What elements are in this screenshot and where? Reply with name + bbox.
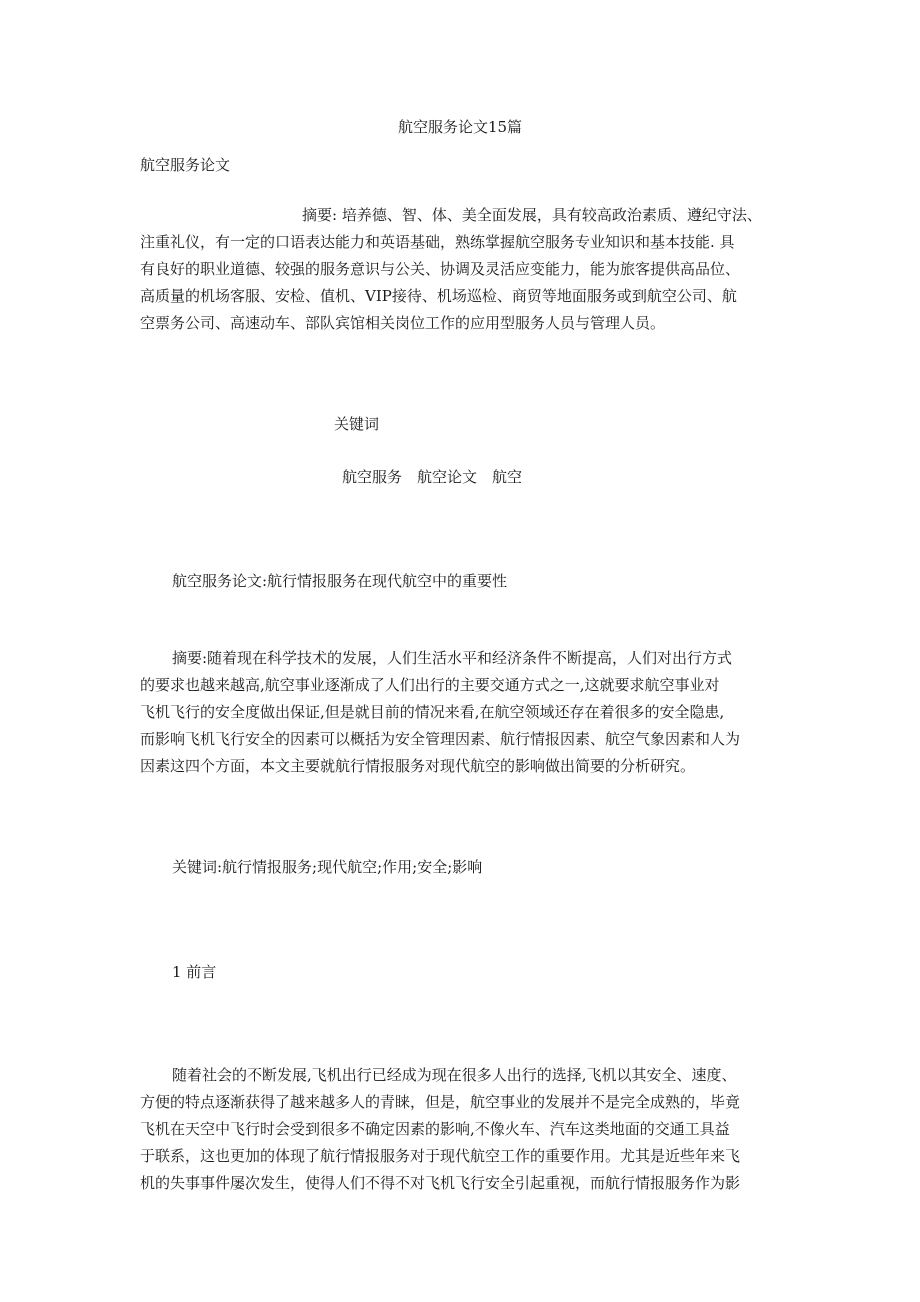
section-1-line: 随着社会的不断发展,飞机出行已经成为现在很多人出行的选择,飞机以其安全、速度、 [172, 1066, 737, 1084]
section-1-line: 飞机在天空中飞行时会受到很多不确定因素的影响,不像火车、汽车这类地面的交通工具益 [140, 1120, 730, 1138]
keywords-list-2: 关键词:航行情报服务;现代航空;作用;安全;影响 [172, 858, 483, 876]
keywords-heading: 关键词 [334, 415, 380, 433]
abstract-1-line: 高质量的机场客服、安检、值机、VIP接待、机场巡检、商贸等地面服务或到航空公司、航 [140, 287, 737, 305]
abstract-2-line: 飞机飞行的安全度做出保证,但是就目前的情况来看,在航空领域还存在着很多的安全隐患, [140, 703, 725, 721]
abstract-paragraph-2 [140, 645, 780, 780]
abstract-1-line: 注重礼仪，有一定的口语表达能力和英语基础，熟练掌握航空服务专业知识和基本技能. 具 [140, 233, 735, 251]
abstract-1-line: 有良好的职业道德、较强的服务意识与公关、协调及灵活应变能力，能为旅客提供高品位、 [140, 260, 741, 278]
article-title: 航空服务论文:航行情报服务在现代航空中的重要性 [172, 572, 508, 590]
abstract-paragraph-1 [140, 202, 780, 337]
abstract-2-line: 摘要:随着现在科学技术的发展，人们生活水平和经济条件不断提高，人们对出行方式 [172, 649, 733, 667]
abstract-2-line: 因素这四个方面，本文主要就航行情报服务对现代航空的影响做出简要的分析研究。 [140, 757, 696, 775]
section-1-line: 于联系，这也更加的体现了航行情报服务对于现代航空工作的重要作用。尤其是近些年来飞 [140, 1147, 741, 1165]
abstract-2-line: 的要求也越来越高,航空事业逐渐成了人们出行的主要交通方式之一,这就要求航空事业对 [140, 676, 720, 694]
keywords-list-1: 航空服务 航空论文 航空 [342, 468, 523, 486]
document-subtitle: 航空服务论文 [140, 156, 231, 174]
section-1-line: 方便的特点逐渐获得了越来越多人的青睐，但是，航空事业的发展并不是完全成熟的，毕竟 [140, 1093, 741, 1111]
document-title: 航空服务论文15篇 [397, 118, 523, 136]
abstract-1-line: 空票务公司、高速动车、部队宾馆相关岗位工作的应用型服务人员与管理人员。 [140, 314, 666, 332]
abstract-1-line: 摘要: 培养德、智、体、美全面发展，具有较高政治素质、遵纪守法、 [302, 206, 762, 224]
abstract-2-line: 而影响飞机飞行安全的因素可以概括为安全管理因素、航行情报因素、航空气象因素和人为 [140, 730, 741, 748]
section-1-line: 机的失事事件屡次发生，使得人们不得不对飞机飞行安全引起重视，而航行情报服务作为影 [140, 1174, 741, 1192]
section-1-paragraph [140, 1062, 780, 1197]
section-heading: 1 前言 [172, 963, 217, 981]
